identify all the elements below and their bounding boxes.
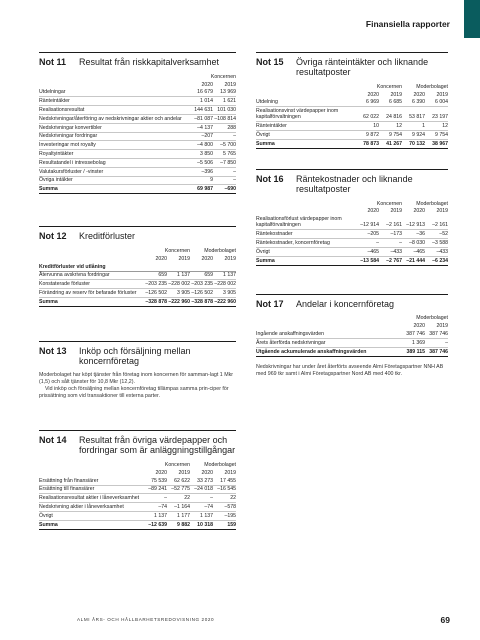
note-16: [256, 169, 448, 266]
table-value: 159: [213, 520, 236, 529]
table-value: 6 390: [402, 99, 425, 107]
year-header: 2019: [224, 81, 236, 88]
table-row: [256, 338, 448, 347]
table-label: [39, 255, 144, 263]
table-value: –690: [213, 185, 236, 194]
table-value: –12 914: [356, 215, 379, 230]
table-value: 17 455: [213, 477, 236, 485]
paragraph: Nedskrivningar har under året återförts avseende Almi Företagspartner NNH AB med 969 tkr samt i Almi Företagspartner Nord AB med 400 tkr.: [256, 363, 444, 377]
table-value: –228 002: [214, 281, 236, 288]
table-value: 2020: [201, 255, 213, 262]
note-number: Not 13: [39, 345, 67, 356]
table-row: [256, 107, 448, 122]
table-value: –89 241: [144, 485, 167, 494]
note-12: [39, 226, 236, 307]
table-value: 22: [213, 494, 236, 503]
header-row: [39, 461, 236, 469]
table-value: –16 545: [213, 485, 236, 494]
table-row: [39, 280, 236, 289]
table-value: –: [213, 176, 236, 185]
table-value: 2019: [390, 91, 402, 98]
table-value: 144 631: [190, 106, 213, 115]
table-value: 62 022: [356, 107, 379, 122]
table-value: –228 002: [168, 281, 190, 288]
table-value: 69 987: [190, 185, 213, 194]
table-label: [39, 247, 144, 255]
table-label: Ränteintäkter: [39, 97, 190, 106]
table-label: Nedskrivningar konvertibler: [39, 123, 190, 132]
note-title: Resultat från riskkapitalverksamhet: [79, 57, 220, 67]
table-label: Nedskrivningar fordringar: [39, 132, 190, 141]
table-value: 13 969: [213, 89, 236, 97]
table-value: 38 967: [425, 139, 448, 148]
table-value: 6 004: [425, 99, 448, 107]
table-value: 3 850: [190, 150, 213, 159]
table-row: [39, 123, 236, 132]
header-row: [39, 73, 236, 81]
note-number: Not 16: [256, 173, 284, 184]
note-title: Resultat från övriga värdepapper och fordringar som är anläggningstillgångar: [79, 435, 236, 456]
table-value: 2020: [155, 469, 167, 476]
table-value: 3 905: [213, 289, 236, 298]
table-value: –52 775: [167, 485, 190, 494]
table-label: Investeringar mot royalty: [39, 141, 190, 150]
paragraph: Vid inköp och försäljning mellan koncernföretag tillämpas samma prin-ciper för prissättning som vid transaktioner till externa parter.: [39, 386, 229, 400]
table-value: 1 137: [190, 512, 213, 521]
group-header: Koncernen: [376, 83, 402, 90]
table-value: 10: [356, 122, 379, 131]
table-row: [39, 167, 236, 176]
table-label: Summa: [256, 139, 356, 148]
table-value: 1 137: [167, 271, 190, 280]
year-header: 2020: [201, 81, 213, 88]
total-row: [256, 139, 448, 148]
table-label: Resultatandel i intressebolag: [39, 158, 190, 167]
table-value: 2020: [413, 91, 425, 98]
note-title: Räntekostnader och liknande resultatposter: [296, 173, 413, 194]
table-value: 2020: [367, 91, 379, 98]
header-row: [256, 91, 448, 99]
table-value: 10 318: [190, 520, 213, 529]
table-label: Summa: [39, 297, 144, 306]
table-value: –: [144, 494, 167, 503]
table-value: –8 030: [402, 239, 425, 248]
note-heading: [39, 430, 236, 455]
table-label: Valutakursförluster / -vinster: [39, 167, 190, 176]
table-label: [39, 81, 190, 89]
table-label: Summa: [39, 185, 190, 194]
table-value: 1: [402, 122, 425, 131]
table-label: Utdelningar: [39, 89, 190, 97]
table-value: 659: [190, 271, 213, 280]
table-value: –433: [425, 247, 448, 256]
table-row: [39, 512, 236, 521]
table-row: [256, 239, 448, 248]
table-value: –203 235: [191, 281, 213, 288]
table-value: –222 960: [214, 298, 236, 305]
table-value: 16 679: [190, 89, 213, 97]
table-label: Övrigt: [39, 512, 144, 521]
table-row: [256, 215, 448, 230]
total-row: [256, 347, 448, 356]
table-value: –5 506: [190, 158, 213, 167]
note-15-table: [256, 83, 448, 149]
table-row: [256, 330, 448, 338]
table-value: 2020: [413, 323, 425, 330]
table-value: –21 444: [402, 256, 425, 265]
table-value: 22: [167, 494, 190, 503]
table-label: [256, 208, 356, 216]
group-header: Moderbolaget: [416, 200, 448, 207]
table-value: 3 905: [167, 289, 190, 298]
note-14-table: [39, 461, 236, 529]
note-heading: [39, 52, 236, 67]
table-value: 12: [425, 122, 448, 131]
table-value: 1 621: [213, 97, 236, 106]
note-14: [39, 430, 236, 529]
table-label: Konstaterade förluster: [39, 280, 144, 289]
table-label: Ingående anskaffningsvärden: [256, 330, 402, 338]
footer-text: ALMI ÅRS- OCH HÅLLBARHETSREDOVISNING 2020: [77, 617, 215, 622]
table-label: Realisationsförlust värdepapper inom kapitalförvaltningen: [256, 215, 356, 230]
table-label: Utdelning: [256, 99, 356, 107]
table-label: Summa: [39, 520, 144, 529]
table-value: –2 767: [379, 256, 402, 265]
table-label: Övrigt: [256, 247, 356, 256]
note-13: [39, 341, 236, 401]
table-value: 387 746: [425, 347, 448, 356]
table-label: [256, 315, 402, 323]
table-row: [256, 99, 448, 107]
table-value: –126 502: [191, 289, 213, 296]
table-value: –12 639: [144, 520, 167, 529]
table-value: –203 235: [145, 281, 167, 288]
table-label: [39, 73, 190, 81]
table-label: [256, 200, 356, 208]
table-row: [39, 503, 236, 512]
table-value: –207: [190, 132, 213, 141]
group-header: Koncernen: [210, 73, 236, 80]
table-value: 1 137: [144, 512, 167, 521]
note-title: Inköp och försäljning mellan koncernföretag: [79, 345, 191, 366]
table-row: [39, 289, 236, 298]
note-17: [256, 294, 448, 378]
table-value: 1 369: [402, 338, 425, 347]
note-11: [39, 52, 236, 194]
table-row: [39, 158, 236, 167]
page-number: 69: [440, 615, 450, 625]
total-row: [39, 297, 236, 306]
table-value: –205: [356, 230, 379, 239]
table-value: –578: [213, 503, 236, 512]
table-value: –7 850: [213, 158, 236, 167]
section-header: Finansiella rapporter: [365, 19, 450, 29]
group-header: Moderbolaget: [416, 315, 448, 322]
table-value: –222 960: [168, 298, 190, 305]
table-label: Realisationsvinst värdepapper inom kapitalförvaltningen: [256, 107, 356, 122]
table-value: 9: [190, 176, 213, 185]
table-row: [39, 150, 236, 159]
note-number: Not 15: [256, 57, 284, 67]
table-label: Ersättning från finansiärer: [39, 477, 144, 485]
table-value: –3 588: [425, 239, 448, 248]
table-row: [256, 131, 448, 140]
table-value: 2019: [390, 208, 402, 215]
table-value: –2 161: [425, 215, 448, 230]
table-value: 288: [213, 123, 236, 132]
table-value: 23 197: [425, 107, 448, 122]
table-value: 5 765: [213, 150, 236, 159]
table-value: –74: [190, 503, 213, 512]
header-row: [256, 208, 448, 216]
table-value: 2020: [413, 208, 425, 215]
table-label: Övriga intäkter: [39, 176, 190, 185]
table-row: [256, 247, 448, 256]
note-number: Not 11: [39, 57, 67, 67]
table-value: 62 622: [167, 477, 190, 485]
note-number: Not 12: [39, 231, 67, 242]
group-header: Moderbolaget: [416, 83, 448, 90]
right-column: [256, 52, 448, 390]
table-value: –36: [402, 230, 425, 239]
note-17-table: [256, 315, 448, 357]
table-value: –4 800: [190, 141, 213, 150]
table-value: 2019: [436, 91, 448, 98]
table-row: [39, 141, 236, 150]
header-row: [39, 255, 236, 263]
accent-bar: [464, 0, 480, 38]
table-row: [39, 97, 236, 106]
table-value: 6 969: [356, 99, 379, 107]
table-value: –465: [402, 247, 425, 256]
table-label: Summa: [256, 256, 356, 265]
note-heading: [39, 226, 236, 241]
table-value: –: [190, 494, 213, 503]
table-value: –126 502: [145, 289, 167, 296]
table-value: –328 878: [145, 298, 167, 305]
table-value: 9 924: [402, 131, 425, 140]
table-value: –396: [190, 167, 213, 176]
total-row: [256, 256, 448, 265]
table-value: –465: [356, 247, 379, 256]
note-title: Övriga ränteintäkter och liknande resultatposter: [296, 57, 429, 77]
table-value: –: [425, 338, 448, 347]
table-value: 9 872: [356, 131, 379, 140]
table-label: Kreditförluster vid utlåning: [39, 263, 236, 271]
table-value: 6 685: [379, 99, 402, 107]
paragraph: Moderbolaget har köpt tjänster från företag inom koncernen för samman-lagt 1 Mkr (1,5) och sålt tjänster för 10,8 Mkr (12,2).: [39, 371, 234, 385]
table-value: –52: [425, 230, 448, 239]
table-value: 1 177: [167, 512, 190, 521]
table-value: –24 018: [190, 485, 213, 494]
table-value: –173: [379, 230, 402, 239]
table-value: –13 584: [356, 256, 379, 265]
note-text: [39, 372, 236, 401]
table-value: –: [213, 167, 236, 176]
table-value: 2019: [224, 469, 236, 476]
table-label: Realisationsresultat: [39, 106, 190, 115]
group-header: Koncernen: [164, 247, 190, 254]
group-header: Moderbolaget: [204, 462, 236, 469]
table-label: Ränteintäkter: [256, 122, 356, 131]
table-label: [39, 469, 144, 477]
table-value: –: [356, 239, 379, 248]
note-heading: [256, 52, 448, 77]
table-value: 2020: [155, 255, 167, 262]
table-value: 2019: [436, 208, 448, 215]
table-label: [256, 91, 356, 99]
header-row: [256, 322, 448, 330]
table-value: –6 234: [425, 256, 448, 265]
table-value: –195: [213, 512, 236, 521]
table-value: –74: [144, 503, 167, 512]
table-row: [39, 176, 236, 185]
table-value: 387 746: [402, 330, 425, 338]
table-label: Återvunna avskrivna fordringar: [39, 271, 144, 280]
table-value: –: [213, 132, 236, 141]
table-value: –328 878: [191, 298, 213, 305]
note-title: Andelar i koncernföretag: [296, 298, 395, 309]
table-value: 12: [379, 122, 402, 131]
table-value: –5 700: [213, 141, 236, 150]
table-row: [39, 494, 236, 503]
table-value: –2 161: [379, 215, 402, 230]
section-row: [39, 263, 236, 271]
table-value: 9 754: [379, 131, 402, 140]
note-16-table: [256, 200, 448, 266]
table-value: 2020: [367, 208, 379, 215]
table-label: Nedskrivningar/återföring av nedskrivningar aktier och andelar: [39, 114, 190, 123]
note-heading: [256, 169, 448, 194]
table-label: Räntekostnader: [256, 230, 356, 239]
table-value: –4 137: [190, 123, 213, 132]
note-title: Kreditförluster: [79, 231, 136, 242]
table-label: Utgående ackumulerade anskaffningsvärden: [256, 347, 402, 356]
group-header: Koncernen: [164, 462, 190, 469]
header-row: [39, 247, 236, 255]
table-row: [39, 271, 236, 280]
table-label: Ersättning till finansiärer: [39, 485, 144, 494]
table-value: 2019: [436, 323, 448, 330]
table-row: [256, 230, 448, 239]
table-value: 24 816: [379, 107, 402, 122]
table-value: 387 746: [425, 330, 448, 338]
header-row: [256, 315, 448, 323]
table-label: Räntekostnader, koncernföretag: [256, 239, 356, 248]
table-label: [256, 83, 356, 91]
table-row: [39, 477, 236, 485]
group-header: Moderbolaget: [204, 247, 236, 254]
table-label: [256, 322, 402, 330]
table-row: [39, 485, 236, 494]
table-value: 78 873: [356, 139, 379, 148]
table-value: 9 882: [167, 520, 190, 529]
table-value: 1 014: [190, 97, 213, 106]
table-label: Realisationsresultat aktier i låneverksamhet: [39, 494, 144, 503]
table-value: 2019: [178, 469, 190, 476]
table-row: [39, 106, 236, 115]
table-value: –108 814: [214, 115, 236, 122]
note-text: [256, 364, 448, 378]
header-row: [39, 81, 236, 89]
note-heading: [39, 341, 236, 366]
table-label: Förändring av reserv för befarade förluster: [39, 289, 144, 298]
note-heading: [256, 294, 448, 309]
table-value: 2019: [178, 255, 190, 262]
table-value: 659: [144, 271, 167, 280]
total-row: [39, 185, 236, 194]
table-value: 2020: [201, 469, 213, 476]
table-value: 70 132: [402, 139, 425, 148]
table-label: Royaltyintäkter: [39, 150, 190, 159]
table-value: –81 087: [190, 114, 213, 123]
table-label: [39, 461, 144, 469]
table-value: 9 754: [425, 131, 448, 140]
table-value: –433: [379, 247, 402, 256]
table-value: 2019: [224, 255, 236, 262]
group-header: Koncernen: [376, 200, 402, 207]
header-row: [256, 83, 448, 91]
table-value: 1 137: [213, 271, 236, 280]
note-15: [256, 52, 448, 149]
table-label: Övrigt: [256, 131, 356, 140]
table-value: 53 817: [402, 107, 425, 122]
table-row: [256, 122, 448, 131]
table-label: Årets återförda nedskrivningar: [256, 338, 402, 347]
note-number: Not 14: [39, 435, 67, 446]
note-number: Not 17: [256, 298, 284, 309]
table-value: 101 030: [213, 106, 236, 115]
total-row: [39, 520, 236, 529]
header-row: [39, 469, 236, 477]
table-value: –1 164: [167, 503, 190, 512]
table-value: 41 267: [379, 139, 402, 148]
table-value: –12 913: [402, 215, 425, 230]
table-value: 75 539: [144, 477, 167, 485]
header-row: [256, 200, 448, 208]
note-11-table: [39, 73, 236, 194]
table-value: 33 273: [190, 477, 213, 485]
table-row: [39, 114, 236, 123]
table-row: [39, 89, 236, 97]
table-value: –: [379, 239, 402, 248]
table-label: Nedskrivning aktier i låneverksamhet: [39, 503, 144, 512]
note-12-table: [39, 247, 236, 307]
left-column: [39, 52, 236, 542]
table-row: [39, 132, 236, 141]
table-value: 389 115: [402, 347, 425, 356]
